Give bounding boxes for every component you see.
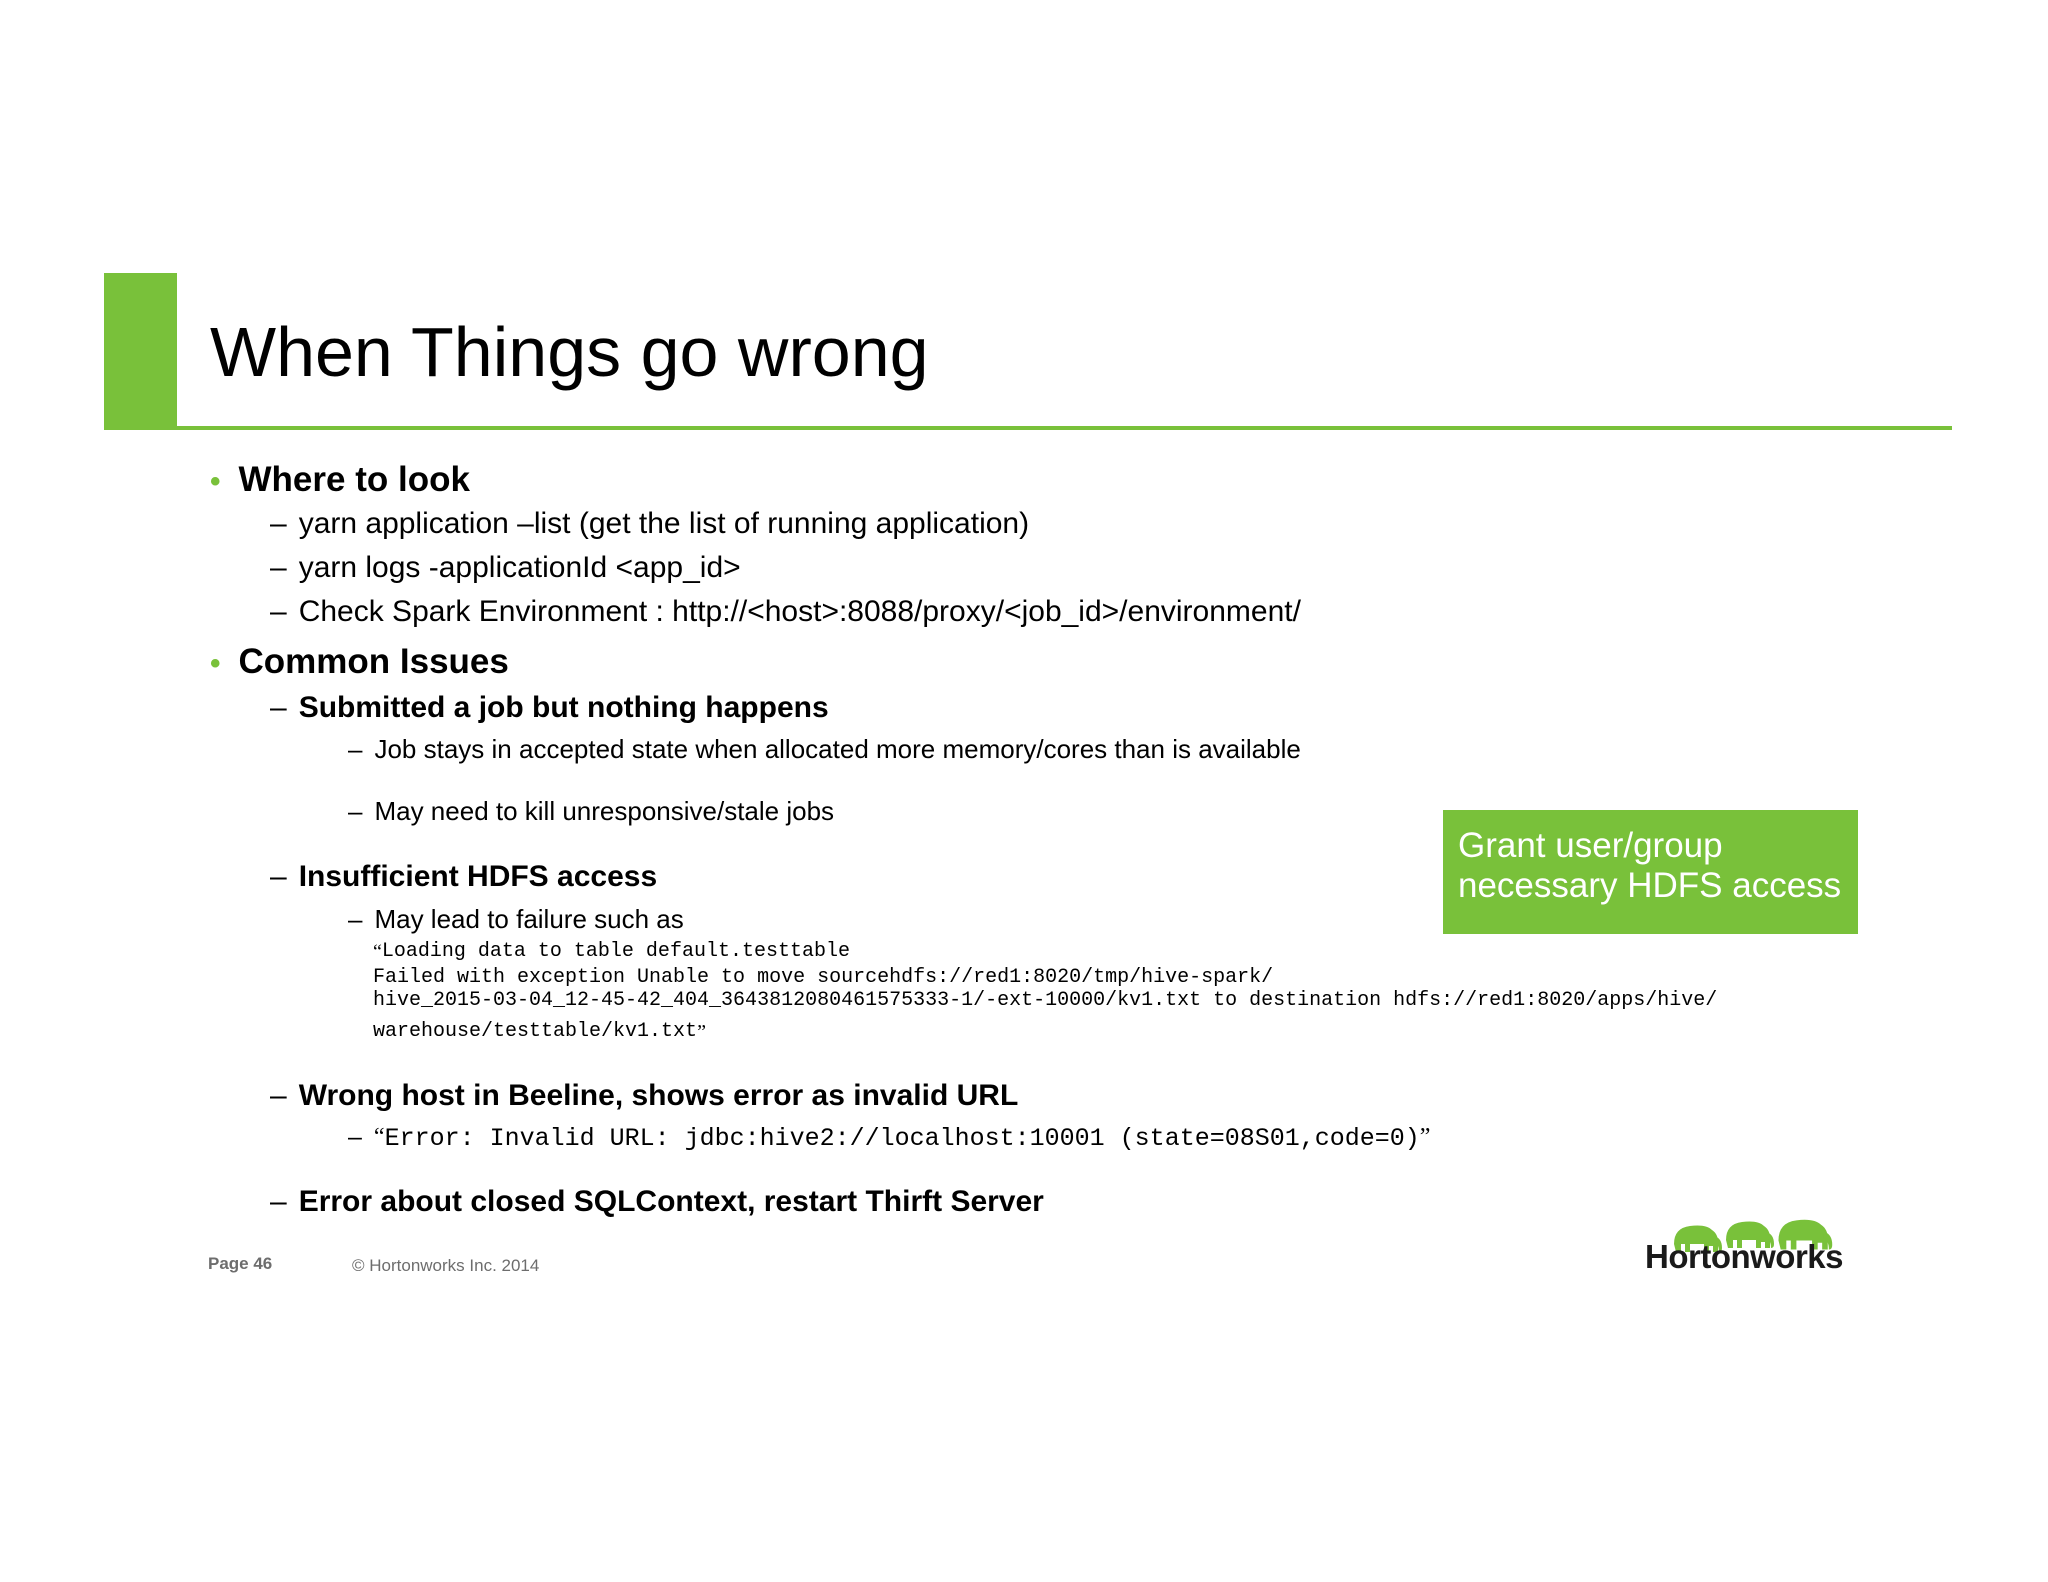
list-item: – yarn logs -applicationId <app_id> bbox=[270, 551, 741, 584]
issue-title: – Error about closed SQLContext, restart Thirft Server bbox=[270, 1185, 1044, 1218]
error-message: – “Error: Invalid URL: jdbc:hive2://localhost:10001 (state=08S01,code=0)” bbox=[348, 1123, 1431, 1153]
slide-title: When Things go wrong bbox=[210, 313, 929, 391]
callout-line: necessary HDFS access bbox=[1458, 866, 1842, 905]
callout-box bbox=[1443, 810, 1858, 934]
copyright: © Hortonworks Inc. 2014 bbox=[352, 1256, 540, 1275]
title-underline bbox=[104, 426, 1952, 430]
title-accent-bar bbox=[104, 273, 177, 429]
issue-title: – Wrong host in Beeline, shows error as invalid URL bbox=[270, 1079, 1019, 1112]
issue-detail: – May lead to failure such as bbox=[348, 904, 684, 934]
bullet-icon: • bbox=[210, 465, 221, 498]
list-item: – yarn application –list (get the list of running application) bbox=[270, 507, 1030, 540]
issue-detail: – Job stays in accepted state when allocated more memory/cores than is available bbox=[348, 734, 1301, 764]
issue-title: – Submitted a job but nothing happens bbox=[270, 691, 829, 724]
code-line: Failed with exception Unable to move sourcehdfs://red1:8020/tmp/hive-spark/ bbox=[373, 966, 1274, 989]
section-where-to-look: • Where to look bbox=[210, 460, 470, 499]
issue-title: – Insufficient HDFS access bbox=[270, 860, 658, 893]
code-line: hive_2015-03-04_12-45-42_404_3643812080461575333-1/-ext-10000/kv1.txt to destination hdfs://red1:8020/apps/hive/ bbox=[373, 989, 1718, 1012]
logo-text: Hortonworks bbox=[1645, 1238, 1844, 1275]
issue-detail: – May need to kill unresponsive/stale jobs bbox=[348, 796, 835, 826]
list-item: – Check Spark Environment : http://<host>:8088/proxy/<job_id>/environment/ bbox=[270, 595, 1301, 628]
callout-line: Grant user/group bbox=[1458, 826, 1723, 865]
code-line: “Loading data to table default.testtable bbox=[373, 940, 850, 963]
section-common-issues: • Common Issues bbox=[210, 642, 509, 681]
page-number: Page 46 bbox=[208, 1254, 273, 1273]
bullet-icon: • bbox=[210, 647, 221, 680]
code-line: warehouse/testtable/kv1.txt” bbox=[373, 1020, 706, 1043]
